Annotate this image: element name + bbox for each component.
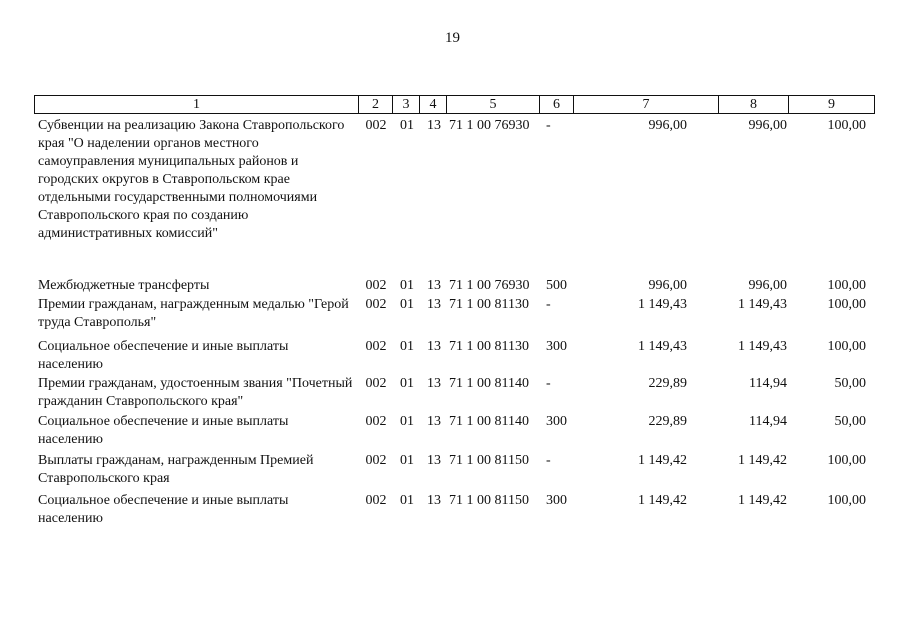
cell-col-9: 100,00	[827, 297, 866, 312]
cell-col-8: 1 149,42	[738, 453, 787, 468]
row-name: Социальное обеспечение и иные выплаты населению	[38, 339, 289, 372]
row-name: Выплаты гражданам, награжденным Премией Ставропольского края	[38, 453, 314, 486]
cell-col-7: 996,00	[648, 118, 687, 133]
cell-col-3: 01	[400, 339, 414, 354]
cell-col-4: 13	[427, 339, 441, 354]
header-col-8: 8	[718, 96, 788, 113]
cell-col-5: 71 1 00 81150	[449, 453, 529, 468]
cell-col-7: 1 149,43	[638, 297, 687, 312]
cell-col-4: 13	[427, 118, 441, 133]
cell-col-8: 996,00	[748, 118, 787, 133]
cell-col-9: 100,00	[827, 493, 866, 508]
cell-col-5: 71 1 00 76930	[449, 118, 530, 133]
cell-col-7: 229,89	[648, 376, 687, 391]
cell-col-5: 71 1 00 81130	[449, 297, 529, 312]
header-col-9: 9	[788, 96, 874, 113]
cell-col-6: -	[546, 376, 551, 391]
cell-col-2: 002	[365, 297, 387, 312]
cell-col-8: 114,94	[749, 414, 787, 429]
cell-col-2: 002	[365, 118, 387, 133]
cell-col-2: 002	[365, 339, 387, 354]
cell-col-4: 13	[427, 376, 441, 391]
cell-col-6: 300	[546, 339, 567, 354]
row-name: Премии гражданам, удостоенным звания "Почетный гражданин Ставропольского края"	[38, 376, 353, 409]
header-col-3: 3	[392, 96, 419, 113]
page-number: 19	[445, 30, 460, 46]
cell-col-8: 1 149,42	[738, 493, 787, 508]
cell-col-2: 002	[365, 278, 387, 293]
cell-col-9: 100,00	[827, 453, 866, 468]
header-col-6: 6	[539, 96, 573, 113]
row-name: Социальное обеспечение и иные выплаты населению	[38, 414, 289, 447]
cell-col-2: 002	[365, 376, 387, 391]
cell-col-5: 71 1 00 81140	[449, 376, 529, 391]
cell-col-3: 01	[400, 278, 414, 293]
row-name: Субвенции на реализацию Закона Ставропольского края "О наделении органов местного самоуправления муниципальных районов и городских округов в Ставропольском крае отдельными государственными полномочиями Ставропольского края по созданию административных комиссий"	[38, 118, 345, 241]
header-col-2: 2	[358, 96, 392, 113]
header-col-4: 4	[419, 96, 446, 113]
cell-col-8: 1 149,43	[738, 297, 787, 312]
cell-col-6: 300	[546, 414, 567, 429]
header-col-5: 5	[446, 96, 539, 113]
row-name: Межбюджетные трансферты	[38, 278, 210, 293]
cell-col-7: 229,89	[648, 414, 687, 429]
cell-col-3: 01	[400, 297, 414, 312]
cell-col-9: 100,00	[827, 339, 866, 354]
cell-col-6: 500	[546, 278, 567, 293]
cell-col-5: 71 1 00 76930	[449, 278, 530, 293]
header-col-1: 1	[193, 97, 200, 112]
header-col-7: 7	[573, 96, 718, 113]
cell-col-8: 996,00	[748, 278, 787, 293]
cell-col-5: 71 1 00 81130	[449, 339, 529, 354]
cell-col-6: -	[546, 297, 551, 312]
cell-col-9: 100,00	[827, 278, 866, 293]
row-name: Премии гражданам, награжденным медалью "Герой труда Ставрополья"	[38, 297, 349, 330]
cell-col-6: -	[546, 453, 551, 468]
cell-col-7: 1 149,43	[638, 339, 687, 354]
cell-col-4: 13	[427, 297, 441, 312]
cell-col-3: 01	[400, 453, 414, 468]
cell-col-4: 13	[427, 453, 441, 468]
cell-col-4: 13	[427, 278, 441, 293]
cell-col-3: 01	[400, 118, 414, 133]
cell-col-7: 1 149,42	[638, 453, 687, 468]
cell-col-9: 100,00	[827, 118, 866, 133]
cell-col-5: 71 1 00 81150	[449, 493, 529, 508]
cell-col-2: 002	[365, 414, 387, 429]
cell-col-8: 1 149,43	[738, 339, 787, 354]
cell-col-8: 114,94	[749, 376, 787, 391]
cell-col-9: 50,00	[834, 376, 866, 391]
cell-col-3: 01	[400, 414, 414, 429]
cell-col-5: 71 1 00 81140	[449, 414, 529, 429]
cell-col-7: 1 149,42	[638, 493, 687, 508]
cell-col-6: 300	[546, 493, 567, 508]
row-name: Социальное обеспечение и иные выплаты населению	[38, 493, 289, 526]
cell-col-4: 13	[427, 493, 441, 508]
cell-col-3: 01	[400, 493, 414, 508]
cell-col-2: 002	[365, 493, 387, 508]
cell-col-3: 01	[400, 376, 414, 391]
cell-col-9: 50,00	[834, 414, 866, 429]
cell-col-4: 13	[427, 414, 441, 429]
cell-col-2: 002	[365, 453, 387, 468]
cell-col-6: -	[546, 118, 551, 133]
cell-col-7: 996,00	[648, 278, 687, 293]
